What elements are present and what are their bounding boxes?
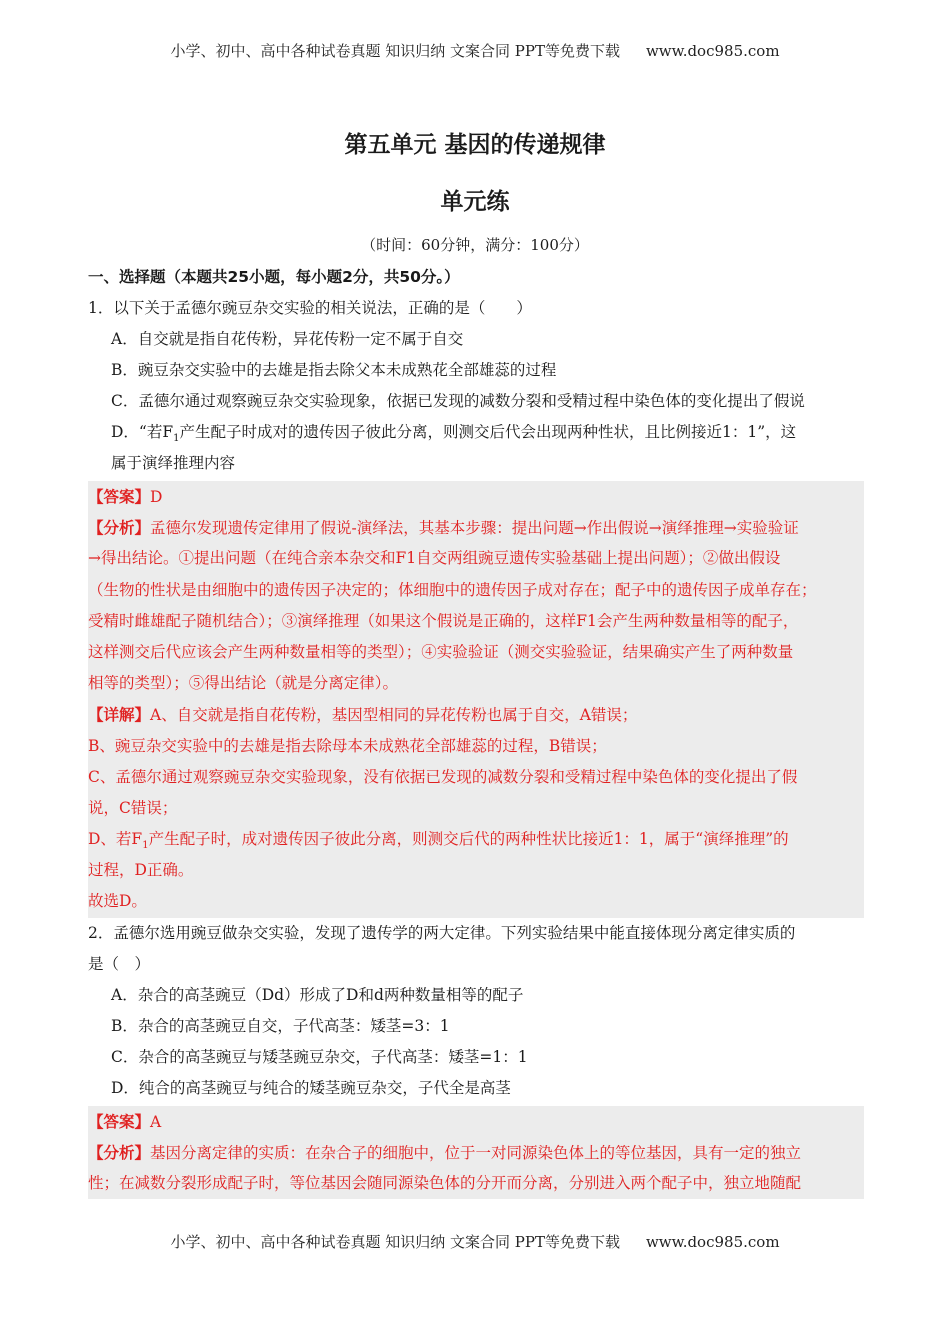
q1-detail-line xyxy=(88,824,864,855)
page-subtitle: 单元练 xyxy=(440,189,510,215)
q1-option-a: A．自交就是指自花传粉，异花传粉一定不属于自交 xyxy=(111,330,464,348)
detail-tag: 【详解】 xyxy=(88,705,151,725)
q2-answer xyxy=(88,1106,864,1137)
q1-stem: 1．以下关于孟德尔豌豆杂交实验的相关说法，正确的是（ ） xyxy=(88,299,532,317)
q1-d-post: 产生配子时成对的遗传因子彼此分离，则测交后代会出现两种性状，且比例接近1：1”，这 xyxy=(179,423,797,441)
analysis-text: 孟德尔发现遗传定律用了假说-演绎法，其基本步骤：提出问题→作出假说→演绎推理→实验验证 xyxy=(150,519,799,538)
time-info: （时间：60分钟，满分：100分） xyxy=(361,236,589,254)
footer-text: 小学、初中、高中各种试卷真题 知识归纳 文案合同 PPT等免费下载 xyxy=(170,1233,620,1251)
q1-analysis-line: （生物的性状是由细胞中的遗传因子决定的；体细胞中的遗传因子成对存在；配子中的遗传因子成单存在； xyxy=(88,580,817,599)
footer-site[interactable]: www.doc985.com xyxy=(645,1233,780,1251)
q1-detail-line: B、豌豆杂交实验中的去雄是指去除母本未成熟花全部雄蕊的过程，B错误； xyxy=(88,736,607,755)
detail-text: A、自交就是指自花传粉，基因型相同的异花传粉也属于自交，A错误； xyxy=(150,706,638,725)
q2-option-d: D．纯合的高茎豌豆与纯合的矮茎豌豆杂交，子代全是高茎 xyxy=(111,1078,511,1097)
q1-conclusion: 故选D。 xyxy=(88,892,147,911)
q1-detail-line: 说，C错误； xyxy=(88,798,178,817)
header-text: 小学、初中、高中各种试卷真题 知识归纳 文案合同 PPT等免费下载 xyxy=(170,42,620,60)
q2-option-c: C．杂合的高茎豌豆与矮茎豌豆杂交，子代高茎：矮茎=1：1 xyxy=(111,1047,528,1066)
q2-analysis-line: 性；在减数分裂形成配子时，等位基因会随同源染色体的分开而分离，分别进入两个配子中，独立地随配 xyxy=(88,1174,802,1192)
answer-tag: 【答案】 xyxy=(88,1111,151,1131)
q1-option-b: B．豌豆杂交实验中的去雄是指去除父本未成熟花全部雄蕊的过程 xyxy=(111,361,557,379)
analysis-tag: 【分析】 xyxy=(88,1142,151,1162)
page-header xyxy=(0,40,950,61)
q1-answer xyxy=(88,481,864,512)
q1-analysis-line: 受精时雌雄配子随机结合）；③演绎推理（如果这个假说是正确的，这样F1会产生两种数量相等的配子， xyxy=(88,611,799,630)
analysis-text: 基因分离定律的实质：在杂合子的细胞中，位于一对同源染色体上的等位基因，具有一定的独立 xyxy=(150,1143,802,1162)
q1-analysis-line: →得出结论。①提出问题（在纯合亲本杂交和F1自交两组豌豆遗传实验基础上提出问题）；②做出假设 xyxy=(88,549,781,568)
answer-tag: 【答案】 xyxy=(88,487,151,506)
detail-d-sub: 1 xyxy=(142,840,149,852)
q1-option-d xyxy=(88,417,864,448)
detail-d-post: 产生配子时，成对遗传因子彼此分离，则测交后代的两种性状比接近1：1，属于“演绎推理”的 xyxy=(148,830,789,849)
answer-value: D xyxy=(150,488,163,506)
q2-analysis-line xyxy=(88,1137,864,1168)
section-title: 一、选择题（本题共25小题，每小题2分，共50分。） xyxy=(88,268,460,286)
q1-detail-line xyxy=(88,699,864,730)
document-body xyxy=(88,262,864,1199)
q1-analysis-line: 这样测交后代应该会产生两种数量相等的类型）；④实验验证（测交实验验证，结果确实产生了两种数量 xyxy=(88,642,794,661)
q1-d-pre: D．“若F xyxy=(111,423,174,441)
q2-option-b: B．杂合的高茎豌豆自交，子代高茎：矮茎=3：1 xyxy=(111,1016,450,1035)
q1-detail-line: 过程，D正确。 xyxy=(88,861,194,880)
page-title: 第五单元 基因的传递规律 xyxy=(344,132,606,158)
q1-option-c: C．孟德尔通过观察豌豆杂交实验现象，依据已发现的减数分裂和受精过程中染色体的变化提出了假说 xyxy=(111,392,805,410)
q1-answer-block xyxy=(88,481,864,918)
q2-answer-block xyxy=(88,1106,864,1200)
q1-d-sub: 1 xyxy=(173,433,180,445)
q1-analysis-line xyxy=(88,512,864,543)
analysis-tag: 【分析】 xyxy=(88,518,151,538)
q2-stem: 2．孟德尔选用豌豆做杂交实验，发现了遗传学的两大定律。下列实验结果中能直接体现分离定律实质的 xyxy=(88,923,796,942)
answer-value: A xyxy=(150,1112,162,1131)
q1-analysis-line: 相等的类型）；⑤得出结论（就是分离定律）。 xyxy=(88,674,399,693)
q2-option-a: A．杂合的高茎豌豆（Dd）形成了D和d两种数量相等的配子 xyxy=(111,985,524,1004)
detail-d-pre: D、若F xyxy=(88,830,143,849)
header-site[interactable]: www.doc985.com xyxy=(645,42,780,60)
q2-stem-cont: 是（ ） xyxy=(88,954,151,973)
page-footer xyxy=(0,1231,950,1252)
q1-detail-line: C、孟德尔通过观察豌豆杂交实验现象，没有依据已发现的减数分裂和受精过程中染色体的变化提出了假 xyxy=(88,767,798,786)
q1-option-d-cont: 属于演绎推理内容 xyxy=(111,454,236,472)
